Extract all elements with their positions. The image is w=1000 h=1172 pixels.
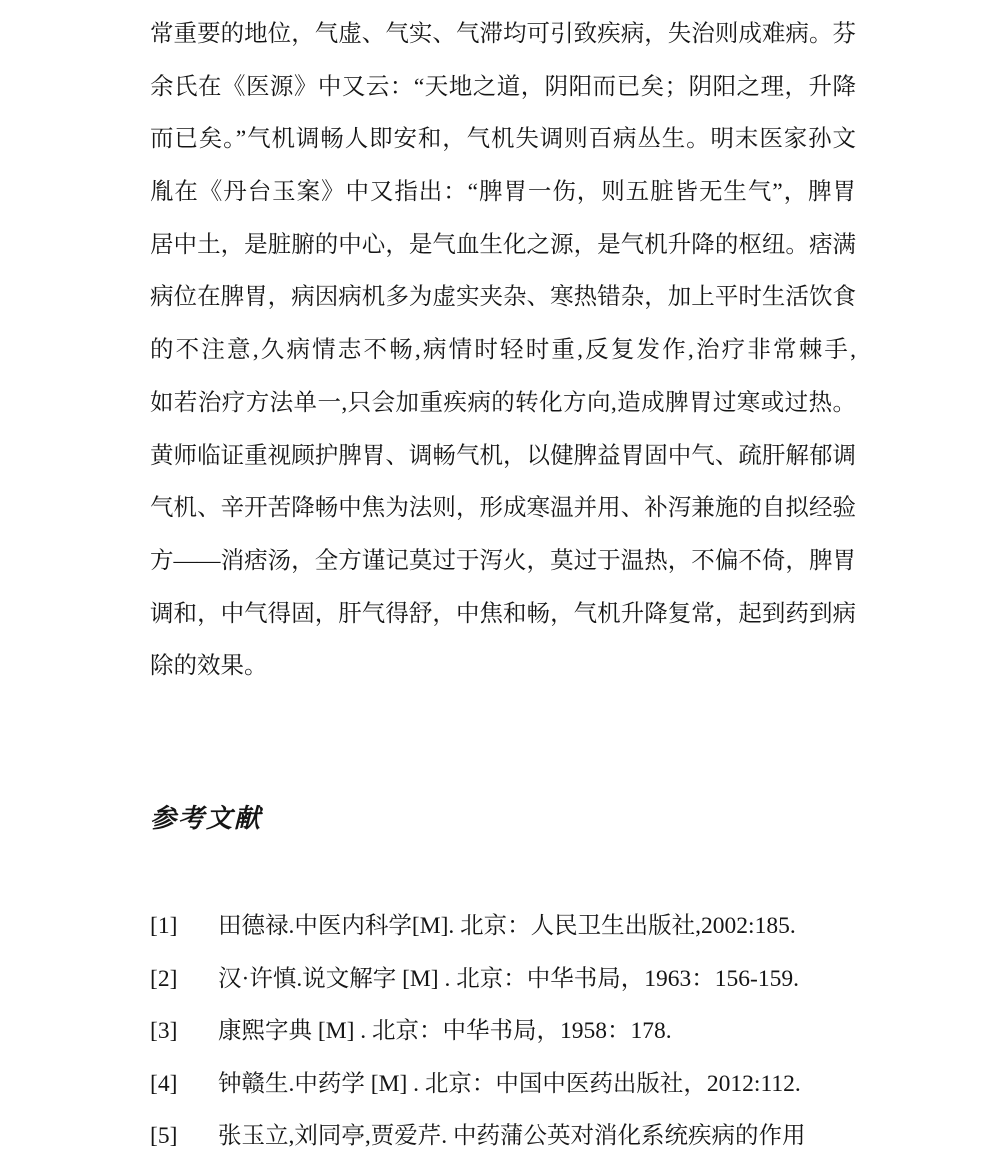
reference-text: 田德禄.中医内科学[M]. 北京：人民卫生出版社,2002:185. [218,913,796,939]
reference-item [150,1058,910,1111]
body-text-line: 余氏在《医源》中又云：“天地之道，阴阳而已矣；阴阳之理，升降 [150,73,856,100]
reference-item [150,1110,910,1163]
reference-text: 汉·许慎.说文解字 [M] . 北京：中华书局，1963：156-159. [218,965,799,992]
body-text-line: 方——消痞汤，全方谨记莫过于泻火，莫过于温热，不偏不倚，脾胃 [150,547,856,574]
reference-number: [4] [150,1070,178,1097]
body-text-line: 除的效果。 [150,653,268,680]
reference-number: [1] [150,913,178,939]
body-text-line: 常重要的地位，气虚、气实、气滞均可引致疾病，失治则成难病。芬 [150,21,856,47]
body-text-line: 调和，中气得固，肝气得舒，中焦和畅，气机升降复常，起到药到病 [150,600,856,627]
reference-text: 张玉立,刘同亭,贾爱芹. 中药蒲公英对消化系统疾病的作用 [218,1123,806,1150]
reference-text: 钟赣生.中药学 [M] . 北京：中国中医药出版社，2012:112. [218,1070,801,1097]
body-text-line: 如若治疗方法单一,只会加重疾病的转化方向,造成脾胃过寒或过热。 [150,389,856,416]
reference-number: [3] [150,1018,178,1045]
reference-text: 康熙字典 [M] . 北京：中华书局，1958：178. [218,1018,672,1045]
body-text-line: 胤在《丹台玉案》中又指出：“脾胃一伤，则五脏皆无生气”，脾胃 [150,179,856,206]
reference-number: [2] [150,965,178,992]
body-text-line: 的不注意,久病情志不畅,病情时轻时重,反复发作,治疗非常棘手, [150,337,856,364]
reference-item [150,1005,910,1058]
body-text-line: 居中土，是脏腑的中心，是气血生化之源，是气机升降的枢纽。痞满 [150,231,856,258]
body-paragraph [150,8,856,693]
reference-item [150,900,910,953]
body-text-line: 病位在脾胃，病因病机多为虚实夹杂、寒热错杂，加上平时生活饮食 [150,284,856,311]
body-text-line: 黄师临证重视顾护脾胃、调畅气机，以健脾益胃固中气、疏肝解郁调 [150,442,856,469]
references-heading: 参考文献 [150,804,263,833]
reference-item [150,953,910,1006]
reference-number: [5] [150,1123,178,1150]
body-text-line: 而已矣。”气机调畅人即安和，气机失调则百病丛生。明末医家孙文 [150,126,856,153]
references-list [150,900,910,1163]
body-text-line: 气机、辛开苦降畅中焦为法则，形成寒温并用、补泻兼施的自拟经验 [150,495,856,522]
